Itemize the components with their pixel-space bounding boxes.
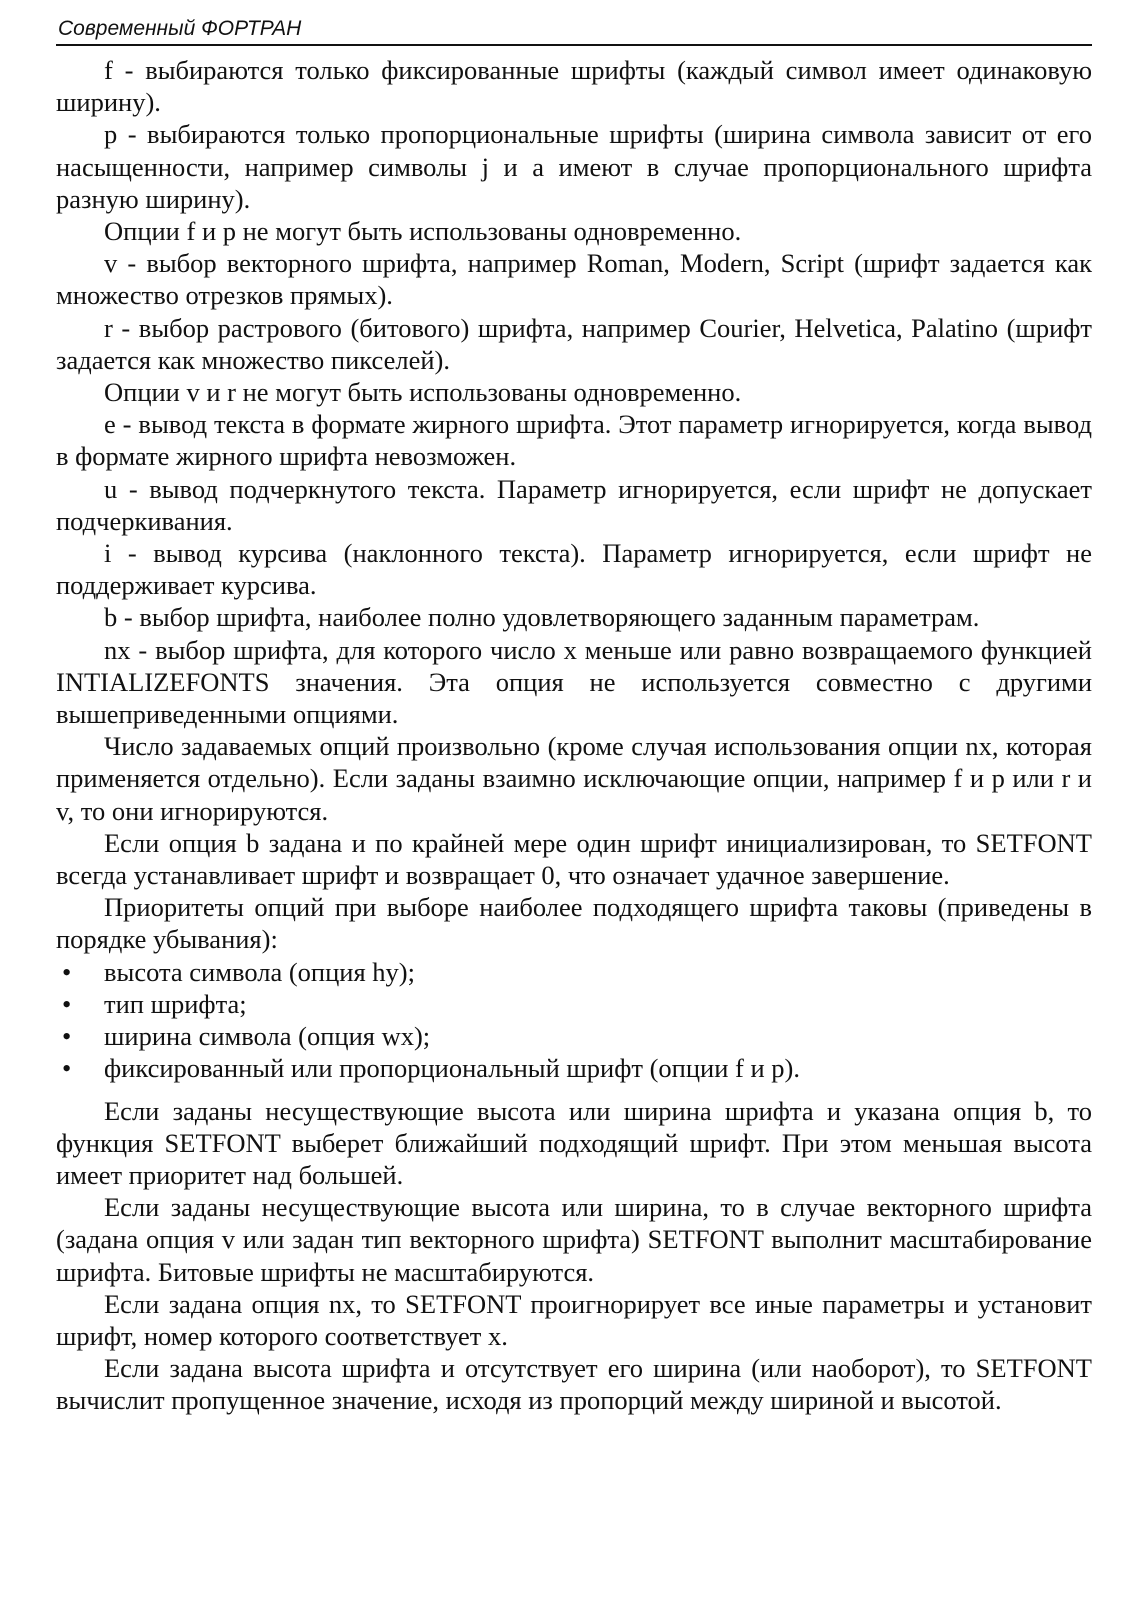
running-head: Современный ФОРТРАН: [56, 14, 1092, 46]
priority-list-item: [56, 1052, 1092, 1084]
paragraph-option-r: r - выбор растрового (битового) шрифта, например Courier, Helvetica, Palatino (шрифт задается как множество пикселей).: [56, 312, 1092, 375]
bullet-icon: •: [62, 956, 72, 987]
paragraph-f-p-exclusive: Опции f и p не могут быть использованы одновременно.: [104, 216, 742, 247]
paragraph-option-count: Число задаваемых опций произвольно (кроме случая использования опции nx, которая применяется отдельно). Если заданы взаимно исключающие опции, например f и p или r и v, то они игнорируются.: [56, 731, 1092, 826]
paragraph-option-p: p - выбираются только пропорциональные шрифты (ширина символа зависит от его насыщенности, например символы j и a имеют в случае пропорционального шрифта разную ширину).: [56, 119, 1092, 214]
paragraph-v-r-exclusive: Опции v и r не могут быть использованы одновременно.: [104, 377, 742, 408]
bullet-icon: •: [62, 988, 72, 1019]
list-item-text: высота символа (опция hy);: [104, 956, 415, 987]
paragraph-option-i: i - вывод курсива (наклонного текста). Параметр игнорируется, если шрифт не поддерживает курсива.: [56, 538, 1092, 601]
book-page: [56, 14, 1092, 1417]
paragraph-option-b: b - выбор шрифта, наиболее полно удовлетворяющего заданным параметрам.: [104, 602, 980, 633]
paragraph-option-v: v - выбор векторного шрифта, например Roman, Modern, Script (шрифт задается как множество отрезков прямых).: [56, 248, 1092, 311]
priority-list-item: [56, 1020, 1092, 1052]
paragraph-option-u: u - вывод подчеркнутого текста. Параметр игнорируется, если шрифт не допускает подчеркивания.: [56, 473, 1092, 536]
list-item-text: фиксированный или пропорциональный шрифт (опции f и p).: [104, 1053, 800, 1084]
bullet-icon: •: [62, 1053, 72, 1084]
list-item-text: ширина символа (опция wx);: [104, 1021, 431, 1052]
list-item-text: тип шрифта;: [104, 988, 247, 1019]
paragraph-vector-scaling: Если заданы несуществующие высота или ширина, то в случае векторного шрифта (задана опция v или задан тип векторного шрифта) SETFONT выполнит масштабирование шрифта. Битовые шрифты не масштабируются.: [56, 1192, 1092, 1287]
paragraph-option-nx-setfont: Если задана опция nx, то SETFONT проигнорирует все иные параметры и установит шрифт, номер которого соответствует x.: [56, 1288, 1092, 1351]
page-body: [56, 54, 1092, 1417]
paragraph-missing-dimension: Если задана высота шрифта и отсутствует его ширина (или наоборот), то SETFONT вычислит пропущенное значение, исходя из пропорций между шириной и высотой.: [56, 1353, 1092, 1416]
paragraph-option-f: f - выбираются только фиксированные шрифты (каждый символ имеет одинаковую ширину).: [56, 55, 1092, 118]
priority-list-item: [56, 988, 1092, 1020]
priority-list-item: [56, 956, 1092, 988]
paragraph-option-nx: nx - выбор шрифта, для которого число x меньше или равно возвращаемого функцией INTIALIZEFONTS значения. Эта опция не используется совместно с другими вышеприведенными опциями.: [56, 634, 1092, 730]
bullet-icon: •: [62, 1021, 72, 1052]
priority-list: [56, 956, 1092, 1085]
paragraph-priorities: Приоритеты опций при выборе наиболее подходящего шрифта таковы (приведены в порядке убывания):: [56, 892, 1092, 955]
paragraph-option-b-setfont: Если опция b задана и по крайней мере один шрифт инициализирован, то SETFONT всегда устанавливает шрифт и возвращает 0, что означает удачное завершение.: [56, 827, 1092, 891]
paragraph-option-e: e - вывод текста в формате жирного шрифта. Этот параметр игнорируется, когда вывод в формате жирного шрифта невозможен.: [56, 409, 1092, 472]
paragraph-nonexistent-size: Если заданы несуществующие высота или ширина шрифта и указана опция b, то функция SETFONT выберет ближайший подходящий шрифт. При этом меньшая высота имеет приоритет над большей.: [56, 1095, 1092, 1190]
